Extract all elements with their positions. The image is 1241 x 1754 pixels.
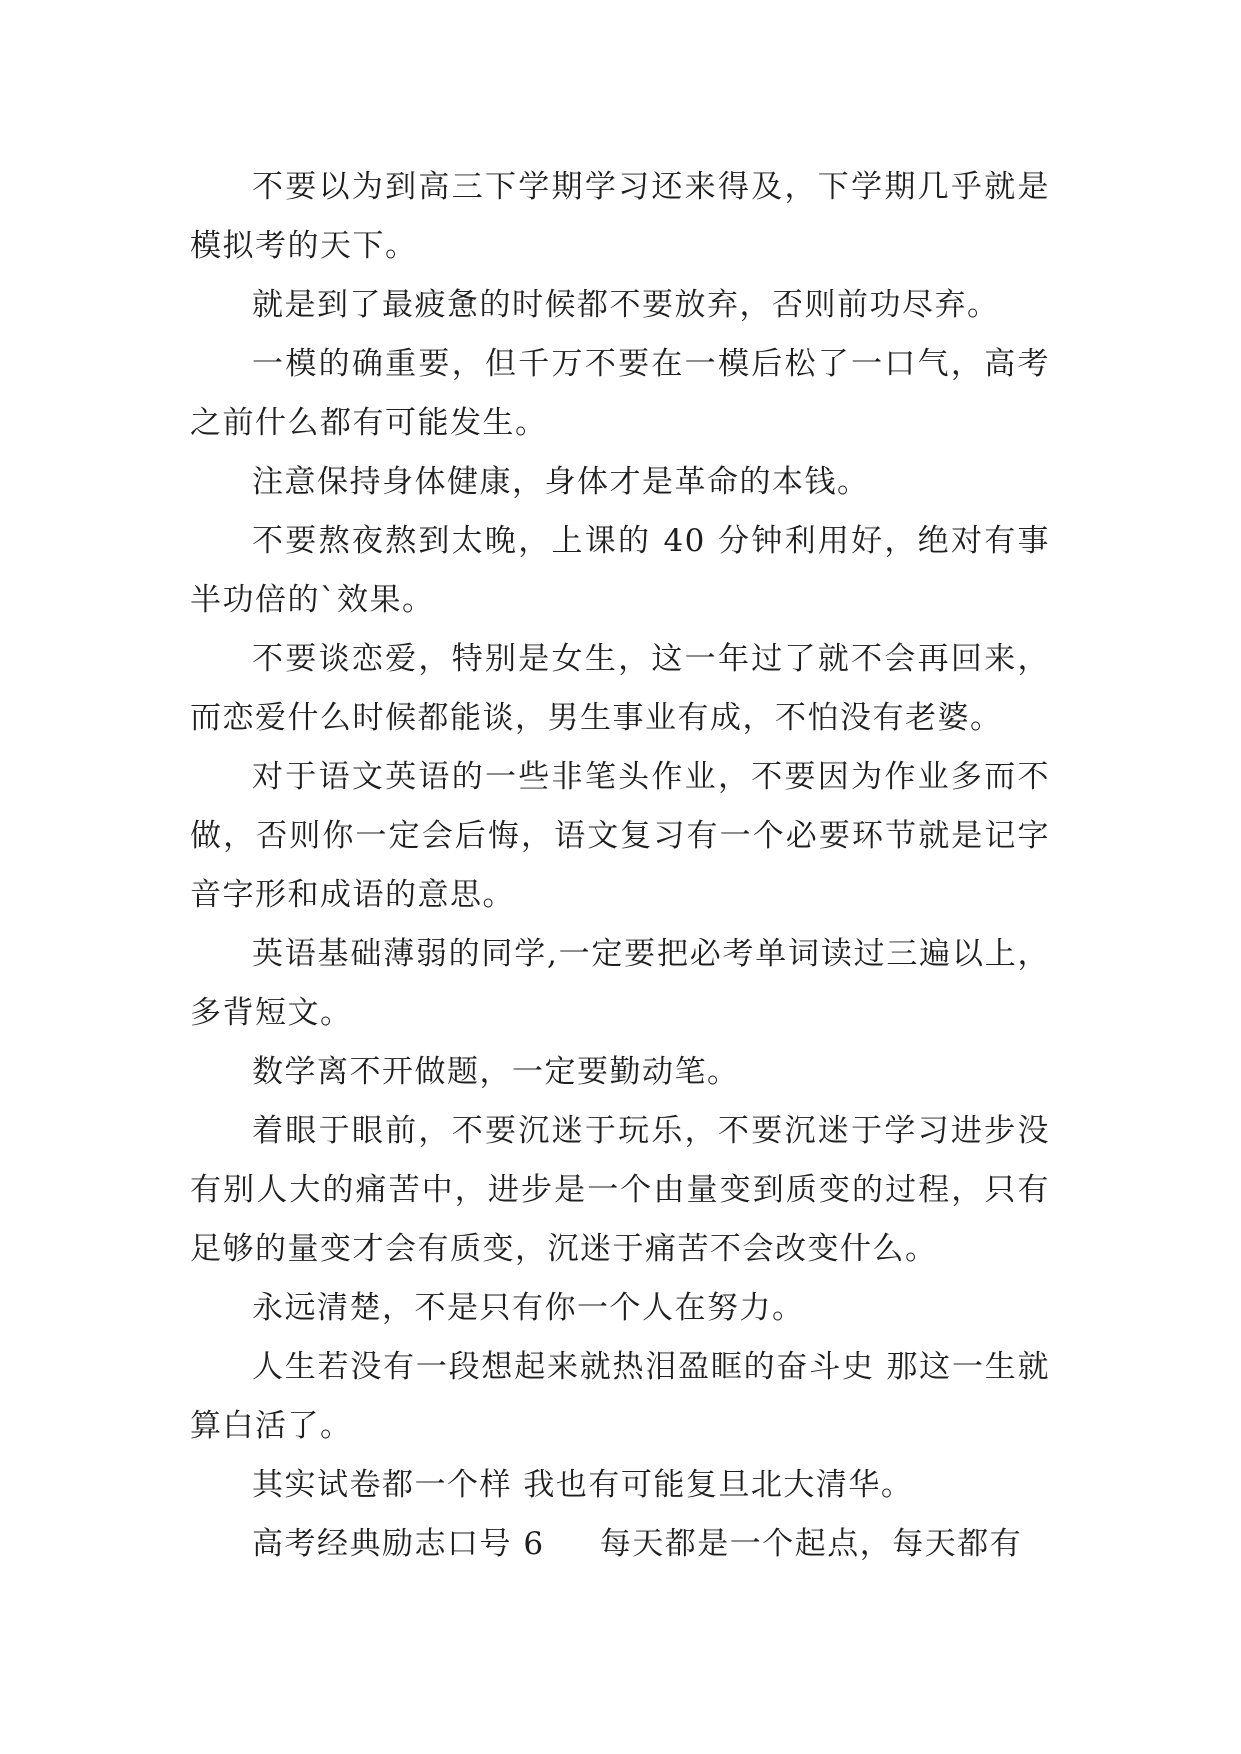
paragraph: 着眼于眼前，不要沉迷于玩乐，不要沉迷于学习进步没有别人大的痛苦中，进步是一个由量变到质变的过程，只有足够的量变才会有质变，沉迷于痛苦不会改变什么。 <box>190 1113 1050 1267</box>
paragraph: 注意保持身体健康，身体才是革命的本钱。 <box>252 464 870 500</box>
paragraph: 其实试卷都一个样 我也有可能复旦北大清华。 <box>252 1467 914 1503</box>
document-body <box>190 158 1050 1574</box>
paragraph: 数学离不开做题，一定要勤动笔。 <box>252 1054 740 1090</box>
paragraph: 不要熬夜熬到太晚，上课的 40 分钟利用好，绝对有事半功倍的`效果。 <box>190 523 1050 618</box>
paragraph: 永远清楚，不是只有你一个人在努力。 <box>252 1290 805 1326</box>
paragraph: 一模的确重要，但千万不要在一模后松了一口气，高考之前什么都有可能发生。 <box>190 346 1050 441</box>
paragraph: 人生若没有一段想起来就热泪盈眶的奋斗史 那这一生就算白活了。 <box>190 1349 1050 1444</box>
paragraph: 英语基础薄弱的同学,一定要把必考单词读过三遍以上，多背短文。 <box>190 936 1050 1031</box>
paragraph: 高考经典励志口号 6 每天都是一个起点，每天都有 <box>252 1526 1023 1562</box>
paragraph: 就是到了最疲惫的时候都不要放弃，否则前功尽弃。 <box>252 287 1000 323</box>
paragraph: 不要以为到高三下学期学习还来得及，下学期几乎就是模拟考的天下。 <box>190 169 1050 264</box>
paragraph: 不要谈恋爱，特别是女生，这一年过了就不会再回来，而恋爱什么时候都能谈，男生事业有成，不怕没有老婆。 <box>190 641 1050 736</box>
paragraph: 对于语文英语的一些非笔头作业，不要因为作业多而不做，否则你一定会后悔，语文复习有一个必要环节就是记字音字形和成语的意思。 <box>190 759 1050 913</box>
